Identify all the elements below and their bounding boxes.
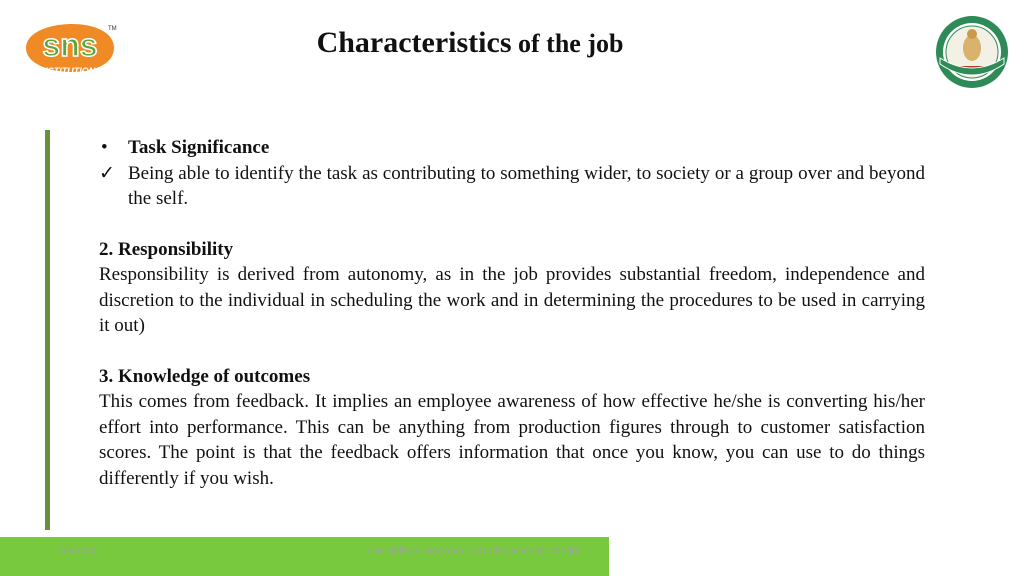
- checkmark-icon: ✓: [99, 162, 115, 184]
- section3-text: This comes from feedback. It implies an employee awareness of how effective he/she is converting his/her effort into performance. This can be anything from production figures through to customer satisfaction scores. The point is that the feedback offers information that once you know, you can use to do things differently if you wish.: [99, 391, 925, 489]
- bullet-item: [99, 135, 925, 161]
- logo-tm: TM: [108, 26, 117, 32]
- title-main: Characteristics: [316, 26, 512, 59]
- footer-date: 2/8/2024: [58, 546, 97, 557]
- footer-title: The Oldham-Hackman Job Characteristic Model: [366, 546, 580, 557]
- slide-title: [0, 26, 940, 60]
- title-rest: of the job: [511, 29, 624, 58]
- logo-subtitle: INSTITUTIONS: [38, 66, 102, 76]
- bullet-icon: •: [101, 137, 108, 158]
- section2-heading: 2. Responsibility: [99, 238, 234, 260]
- college-seal-logo: [934, 14, 1010, 90]
- slide-body: [99, 135, 925, 491]
- check-item: [99, 161, 925, 212]
- section2-text: Responsibility is derived from autonomy, as in the job provides substantial freedom, independence and discretion to the individual in scheduling the work and in determining the procedures to be used in carrying it out): [99, 264, 925, 336]
- logo-wordmark: sns: [42, 27, 98, 63]
- accent-bar: [45, 130, 50, 530]
- section1-heading: Task Significance: [128, 137, 270, 158]
- section1-text: Being able to identify the task as contributing to something wider, to society or a group over and beyond the self.: [128, 162, 925, 209]
- section3-heading: 3. Knowledge of outcomes: [99, 365, 311, 387]
